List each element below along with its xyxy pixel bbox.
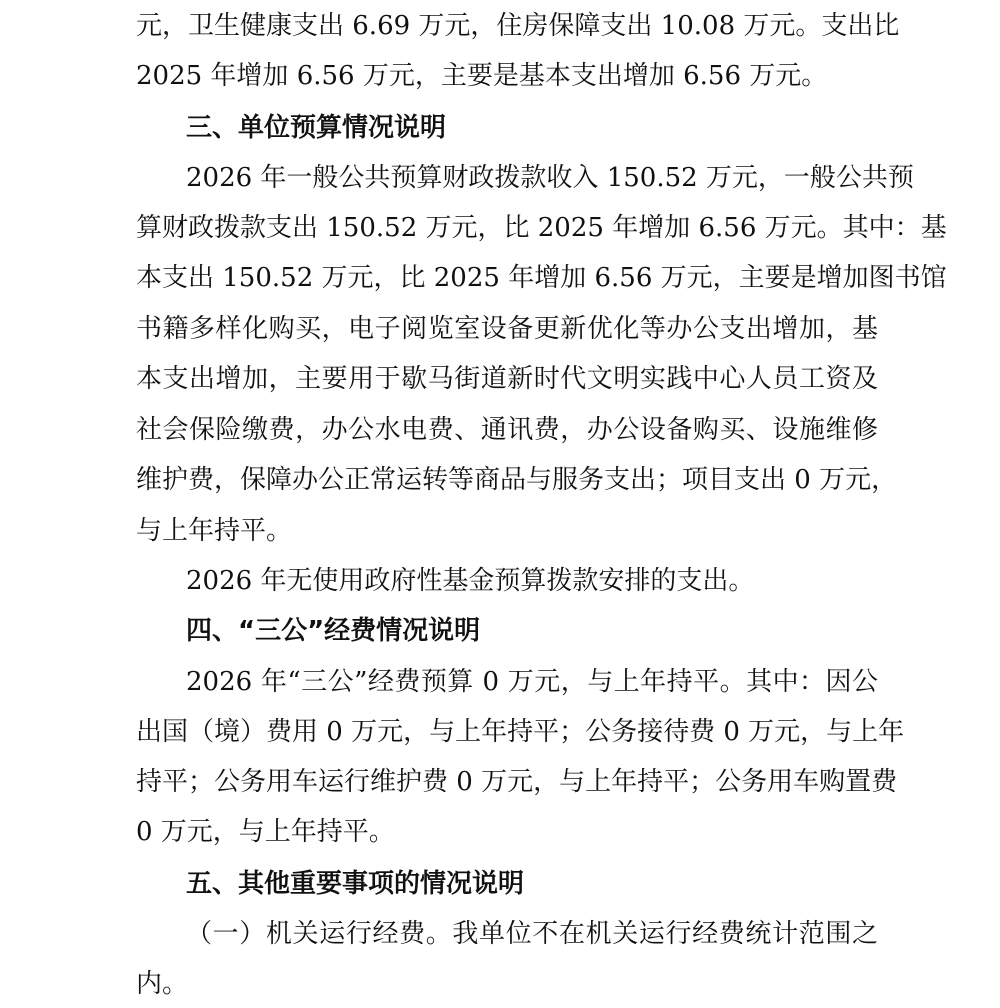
- paragraph-line: 社会保险缴费，办公水电费、通讯费，办公设备购买、设施维修: [136, 415, 878, 445]
- paragraph-line: 本支出增加，主要用于歇马街道新时代文明实践中心人员工资及: [136, 364, 878, 394]
- paragraph-line: 算财政拨款支出 150.52 万元，比 2025 年增加 6.56 万元。其中：基: [136, 213, 947, 243]
- paragraph-line: 元，卫生健康支出 6.69 万元，住房保障支出 10.08 万元。支出比: [136, 11, 900, 41]
- paragraph-line: 2026 年“三公”经费预算 0 万元，与上年持平。其中：因公: [186, 667, 878, 697]
- paragraph-line: 内。: [136, 969, 189, 999]
- paragraph-line: 与上年持平。: [136, 516, 293, 546]
- paragraph-line: （一）机关运行经费。我单位不在机关运行经费统计范围之: [186, 919, 878, 949]
- paragraph-line: 书籍多样化购买，电子阅览室设备更新优化等办公支出增加，基: [136, 314, 878, 344]
- paragraph-line: 出国（境）费用 0 万元，与上年持平；公务接待费 0 万元，与上年: [136, 717, 905, 747]
- paragraph-line: 本支出 150.52 万元，比 2025 年增加 6.56 万元，主要是增加图书馆: [136, 263, 947, 293]
- section-heading-5: 五、其他重要事项的情况说明: [186, 869, 525, 899]
- paragraph-line: 2026 年一般公共预算财政拨款收入 150.52 万元，一般公共预: [186, 163, 914, 193]
- paragraph-line: 0 万元，与上年持平。: [136, 817, 395, 847]
- paragraph-line: 2026 年无使用政府性基金预算拨款安排的支出。: [186, 566, 755, 596]
- paragraph-line: 2025 年增加 6.56 万元，主要是基本支出增加 6.56 万元。: [136, 61, 828, 91]
- paragraph-line: 持平；公务用车运行维护费 0 万元，与上年持平；公务用车购置费: [136, 767, 898, 797]
- section-heading-3: 三、单位预算情况说明: [186, 113, 447, 143]
- paragraph-line: 维护费，保障办公正常运转等商品与服务支出；项目支出 0 万元，: [136, 465, 898, 495]
- section-heading-4: 四、“三公”经费情况说明: [186, 616, 481, 646]
